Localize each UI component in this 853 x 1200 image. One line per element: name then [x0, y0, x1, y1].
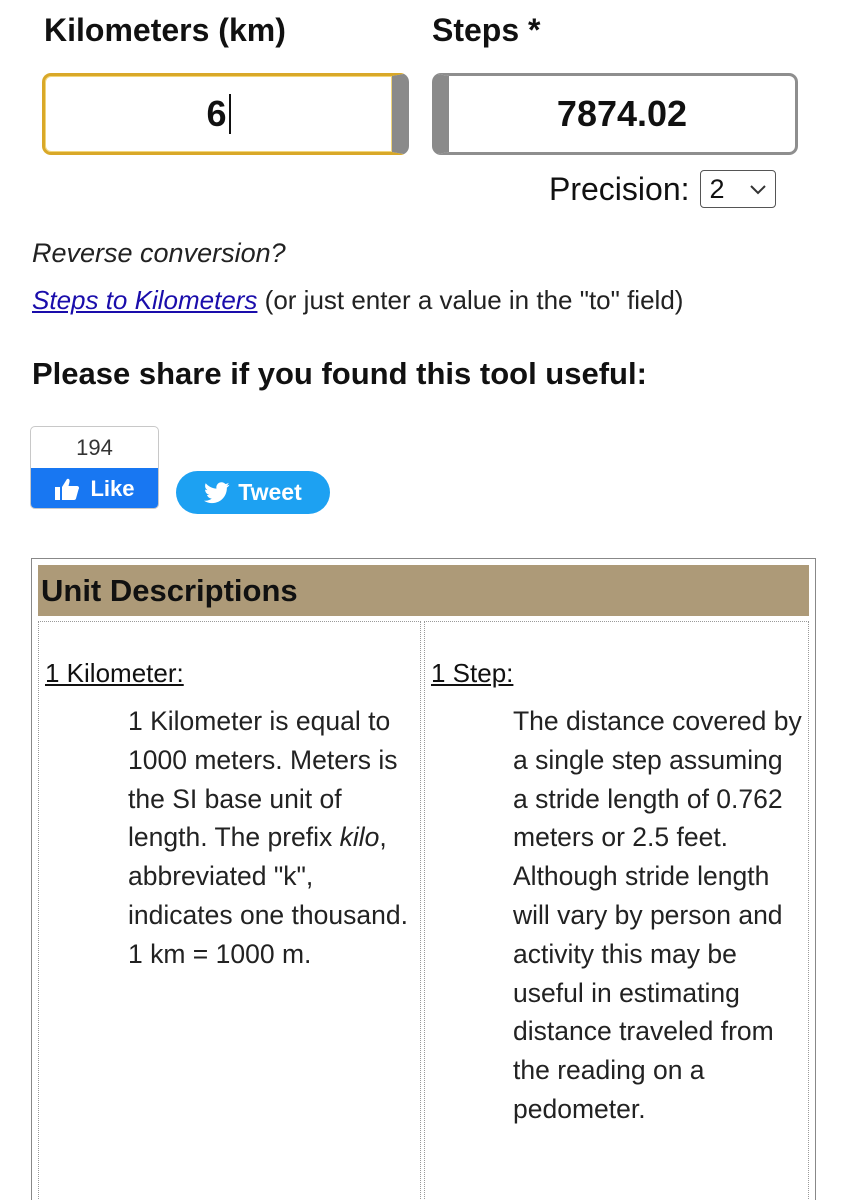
share-heading: Please share if you found this tool useful:: [32, 356, 647, 391]
reverse-conversion-line: [32, 285, 683, 316]
precision-control: [549, 170, 776, 208]
thumbs-up-icon: [54, 477, 80, 501]
step-description: The distance covered by a single step assuming a stride length of 0.762 meters or 2.5 feet. Although stride length will vary by person and activity this may be useful in estimating distance traveled from the reading on a pedometer.: [513, 706, 802, 1124]
reverse-conversion-hint: (or just enter a value in the "to" field): [257, 285, 684, 315]
steps-input[interactable]: [432, 73, 798, 155]
reverse-conversion-question: Reverse conversion?: [32, 238, 286, 268]
kilometer-description-text-1: 1 Kilometer is equal to 1000 meters. Meters is the SI base unit of length. The prefix: [128, 706, 398, 853]
precision-label: Precision:: [549, 170, 690, 207]
twitter-bird-icon: [204, 482, 230, 504]
from-unit-label: Kilometers (km): [44, 12, 286, 48]
tweet-button[interactable]: [176, 471, 330, 514]
to-unit-label: Steps *: [432, 12, 541, 48]
steps-input-value: 7874.02: [556, 93, 688, 134]
steps-to-kilometers-link[interactable]: Steps to Kilometers: [32, 285, 258, 315]
like-button[interactable]: [31, 468, 158, 509]
precision-value: 2: [709, 173, 725, 204]
kilo-prefix-term: kilo: [339, 822, 380, 853]
facebook-like-widget: [30, 426, 159, 509]
chevron-down-icon: [749, 183, 767, 195]
step-title: 1 Step:: [431, 658, 514, 688]
kilometer-description: [128, 702, 416, 974]
unit-descriptions-heading: Unit Descriptions: [38, 565, 809, 616]
like-button-label: Like: [90, 476, 135, 501]
kilometer-description-cell: [38, 621, 421, 1200]
kilometer-description-text-2: , abbreviated "k", indicates one thousand. 1 km = 1000 m.: [128, 822, 408, 969]
kilometer-title: 1 Kilometer:: [45, 658, 184, 688]
unit-descriptions-table: [31, 558, 816, 1200]
kilometers-input[interactable]: [42, 73, 409, 155]
text-caret: [229, 94, 231, 134]
precision-select[interactable]: [700, 170, 776, 208]
tweet-button-label: Tweet: [238, 479, 302, 505]
step-description-cell: [424, 621, 809, 1200]
kilometers-input-value: 6: [206, 93, 227, 134]
like-count: 194: [76, 434, 113, 460]
